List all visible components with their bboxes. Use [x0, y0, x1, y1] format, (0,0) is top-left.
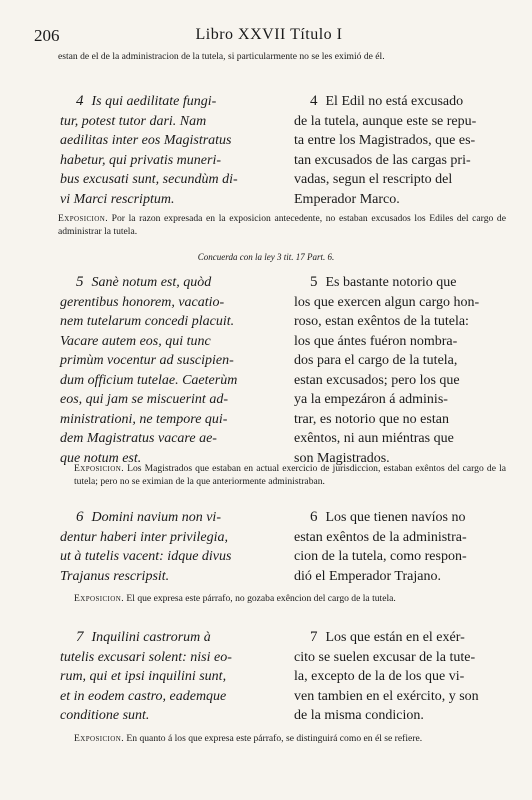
spanish-line: ven tambien en el exército, y son	[294, 688, 479, 704]
section-5-latin	[60, 273, 280, 468]
page-number: 206	[34, 26, 60, 45]
section-5-spanish	[294, 273, 508, 468]
latin-line: habetur, qui privatis muneri-	[60, 152, 221, 168]
spanish-line: cito se suelen excusar de la tute-	[294, 649, 476, 665]
section-6-latin	[60, 508, 280, 586]
section-7-latin	[60, 628, 280, 726]
spanish-line: ya la empezáron á adminis-	[294, 392, 448, 407]
spanish-line: cion de la tutela, como respon-	[294, 549, 467, 564]
spanish-line: 5 Es bastante notorio que	[310, 274, 457, 290]
latin-line: conditione sunt.	[60, 708, 150, 723]
section-number: 4	[310, 93, 318, 109]
latin-line: dem Magistratus vacare ae-	[60, 431, 217, 446]
spanish-line: de la tutela, aunque este se repu-	[294, 113, 477, 129]
latin-line: 5 Sanè notum est, quòd	[76, 274, 212, 290]
section-6-exposicion	[74, 592, 506, 605]
latin-line: primùm vocentur ad suscipien-	[60, 353, 234, 368]
section-4-latin	[60, 92, 280, 209]
spanish-line: 6 Los que tienen navíos no	[310, 509, 466, 525]
intro-text: estan de el de la administracion de la tutela, si particularmente no se les eximió de él.	[58, 51, 385, 62]
latin-line: bus excusati sunt, secundùm di-	[60, 172, 238, 187]
spanish-line: roso, estan exêntos de la tutela:	[294, 314, 469, 329]
spanish-line: dió el Emperador Trajano.	[294, 568, 441, 584]
latin-line: dum officium tutelae. Caeterùm	[60, 372, 238, 388]
exposicion-text: Por la razon expresada en la exposicion antecedente, no estaban excusados los Ediles del cargo de administrar la tutela.	[58, 213, 506, 237]
spanish-line: 4 El Edil no está excusado	[310, 93, 464, 109]
exposicion-label: Exposicion.	[74, 593, 124, 604]
latin-line: nem tutelarum concedi placuit.	[60, 314, 235, 329]
spanish-line: 7 Los que están en el exér-	[310, 629, 465, 645]
latin-line: 6 Domini navium non vi-	[76, 509, 221, 525]
spanish-line: son Magistrados.	[294, 450, 390, 466]
section-number: 7	[310, 629, 318, 645]
section-4-exposicion	[58, 212, 506, 238]
latin-line: tutelis excusari solent: nisi eo-	[60, 649, 232, 665]
section-number: 5	[76, 274, 84, 290]
section-6-spanish	[294, 508, 508, 586]
running-title: Libro XXVII Título I	[195, 26, 343, 43]
section-5-exposicion	[74, 462, 506, 488]
section-7-spanish	[294, 628, 508, 726]
section-number: 4	[76, 93, 84, 109]
exposicion-label: Exposicion.	[74, 733, 124, 744]
section-4-spanish	[294, 92, 508, 209]
latin-line: gerentibus honorem, vacatio-	[60, 294, 225, 310]
exposicion-text: Los Magistrados que estaban en actual exercicio de jurisdiccion, estaban exêntos del cargo de la tutela; pero no se eximian de la que anteriormente administraban.	[74, 463, 506, 487]
latin-line: dentur haberi inter privilegia,	[60, 529, 228, 545]
latin-line: ministrationi, ne tempore qui-	[60, 411, 228, 427]
exposicion-text: En quanto á los que expresa este párrafo, se distinguirá como en él se refiere.	[126, 733, 423, 744]
latin-line: ut à tutelis vacent: idque divus	[60, 549, 232, 564]
latin-line: eos, qui jam se miscuerint ad-	[60, 392, 228, 407]
latin-line: vi Marci rescriptum.	[60, 191, 175, 207]
spanish-line: de la misma condicion.	[294, 708, 424, 723]
latin-line: 7 Inquilini castrorum à	[76, 629, 211, 645]
section-number: 7	[76, 629, 84, 645]
latin-line: et in eodem castro, eademque	[60, 688, 227, 704]
spanish-line: estan excusados; pero los que	[294, 372, 460, 388]
latin-line: aedilitas inter eos Magistratus	[60, 133, 232, 148]
spanish-line: tan excusados de las cargas pri-	[294, 152, 471, 168]
spanish-line: la, excepto de la de los que vi-	[294, 669, 465, 684]
exposicion-text: El que expresa este párrafo, no gozaba exêncion del cargo de la tutela.	[126, 593, 396, 604]
concuerda-note: Concuerda con la ley 3 tit. 17 Part. 6.	[197, 252, 335, 262]
section-number: 5	[310, 274, 318, 290]
exposicion-label: Exposicion.	[74, 463, 124, 474]
latin-line: tur, potest tutor dari. Nam	[60, 113, 207, 129]
page-header	[34, 26, 504, 46]
spanish-line: estan exêntos de la administra-	[294, 529, 467, 545]
section-number: 6	[310, 509, 318, 525]
spanish-line: vadas, segun el rescripto del	[294, 172, 453, 187]
spanish-line: los que exercen algun cargo hon-	[294, 294, 480, 310]
spanish-line: exêntos, ni aun miéntras que	[294, 431, 454, 446]
spanish-line: ta entre los Magistrados, que es-	[294, 133, 476, 148]
latin-line: Trajanus rescripsit.	[60, 568, 170, 584]
spanish-line: trar, es notorio que no estan	[294, 411, 449, 427]
exposicion-label: Exposicion.	[58, 213, 108, 224]
latin-line: que notum est.	[60, 450, 142, 466]
latin-line: Vacare autem eos, qui tunc	[60, 333, 211, 349]
spanish-line: dos para el cargo de la tutela,	[294, 353, 458, 368]
spanish-line: los que ántes fuéron nombra-	[294, 333, 458, 349]
section-number: 6	[76, 509, 84, 525]
latin-line: rum, qui et ipsi inquilini sunt,	[60, 669, 227, 684]
latin-line: 4 Is qui aedilitate fungi-	[76, 93, 217, 109]
section-7-exposicion	[74, 732, 506, 745]
spanish-line: Emperador Marco.	[294, 191, 400, 207]
